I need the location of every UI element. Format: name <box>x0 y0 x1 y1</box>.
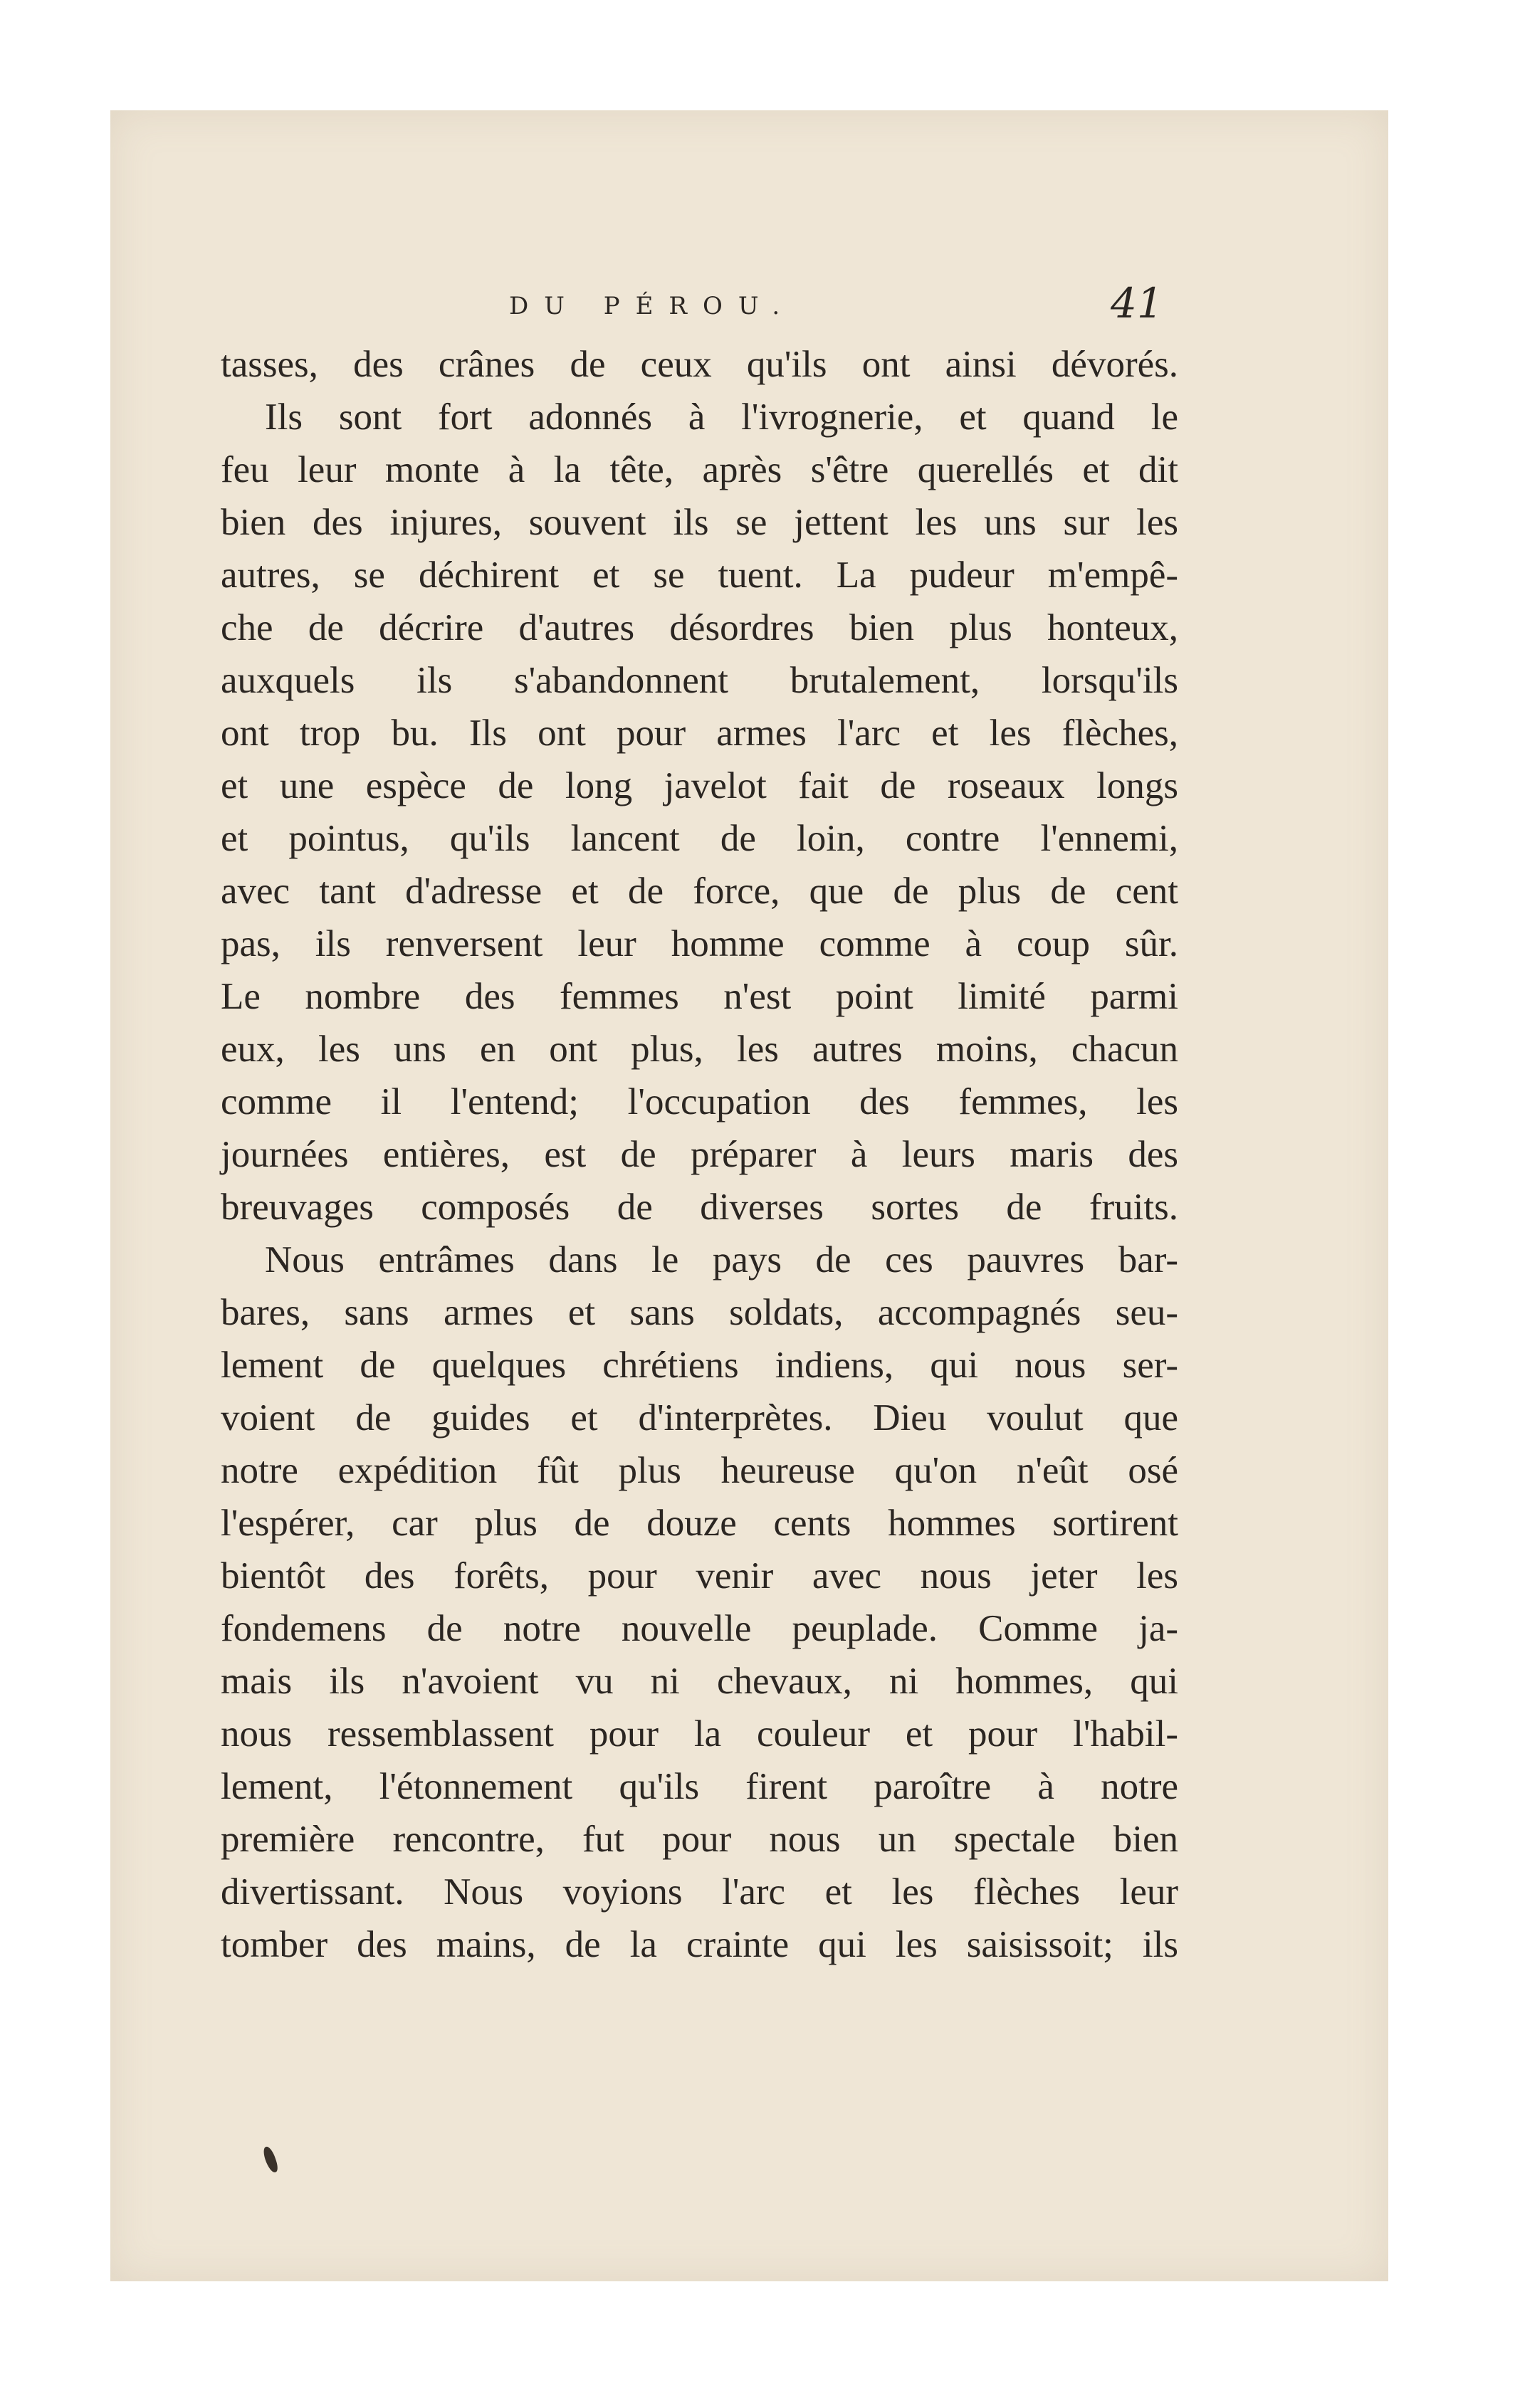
text-line: mais ils n'avoient vu ni chevaux, ni hommes, qui <box>221 1661 1178 1702</box>
text-line: breuvages composés de diverses sortes de fruits. <box>221 1187 1178 1228</box>
body-text <box>221 338 1178 1971</box>
text-line: notre expédition fût plus heureuse qu'on n'eût osé <box>221 1450 1178 1491</box>
text-line: eux, les uns en ont plus, les autres moins, chacun <box>221 1029 1178 1070</box>
text-line: comme il l'entend; l'occupation des femmes, les <box>221 1081 1178 1122</box>
text-line: voient de guides et d'interprètes. Dieu voulut que <box>221 1397 1178 1439</box>
text-line: lement, l'étonnement qu'ils firent paroître à notre <box>221 1766 1178 1807</box>
text-line: che de décrire d'autres désordres bien plus honteux, <box>221 607 1178 648</box>
text-line: bien des injures, souvent ils se jettent les uns sur les <box>221 502 1178 543</box>
text-line: bares, sans armes et sans soldats, accompagnés seu- <box>221 1292 1178 1333</box>
text-line: nous ressemblassent pour la couleur et pour l'habil- <box>221 1713 1178 1755</box>
book-page <box>110 110 1388 2281</box>
text-line: avec tant d'adresse et de force, que de plus de cent <box>221 871 1178 912</box>
running-title: DU PÉROU. <box>509 292 796 320</box>
text-line: pas, ils renversent leur homme comme à coup sûr. <box>221 923 1178 964</box>
ink-fleck <box>261 2145 279 2174</box>
text-line: divertissant. Nous voyions l'arc et les flèches leur <box>221 1871 1178 1913</box>
text-line: tasses, des crânes de ceux qu'ils ont ainsi dévorés. <box>221 344 1178 385</box>
text-line: tomber des mains, de la crainte qui les saisissoit; ils <box>221 1924 1178 1965</box>
text-line: l'espérer, car plus de douze cents hommes sortirent <box>221 1503 1178 1544</box>
text-line: autres, se déchirent et se tuent. La pudeur m'empê- <box>221 554 1178 596</box>
text-line: Ils sont fort adonnés à l'ivrognerie, et quand le <box>265 396 1178 438</box>
page-header <box>110 278 1388 335</box>
page-number: 41 <box>1111 279 1163 327</box>
text-line: première rencontre, fut pour nous un spectale bien <box>221 1819 1178 1860</box>
text-line: lement de quelques chrétiens indiens, qui nous ser- <box>221 1345 1178 1386</box>
text-line: bientôt des forêts, pour venir avec nous jeter les <box>221 1555 1178 1597</box>
text-line: Le nombre des femmes n'est point limité parmi <box>221 976 1178 1017</box>
text-line: Nous entrâmes dans le pays de ces pauvres bar- <box>265 1239 1178 1281</box>
text-line: et une espèce de long javelot fait de roseaux longs <box>221 765 1178 806</box>
text-line: fondemens de notre nouvelle peuplade. Comme ja- <box>221 1608 1178 1649</box>
text-line: journées entières, est de préparer à leurs maris des <box>221 1134 1178 1175</box>
text-line: ont trop bu. Ils ont pour armes l'arc et les flèches, <box>221 713 1178 754</box>
text-line: et pointus, qu'ils lancent de loin, contre l'ennemi, <box>221 818 1178 859</box>
text-line: auxquels ils s'abandonnent brutalement, lorsqu'ils <box>221 660 1178 701</box>
text-line: feu leur monte à la tête, après s'être querellés et dit <box>221 449 1178 490</box>
